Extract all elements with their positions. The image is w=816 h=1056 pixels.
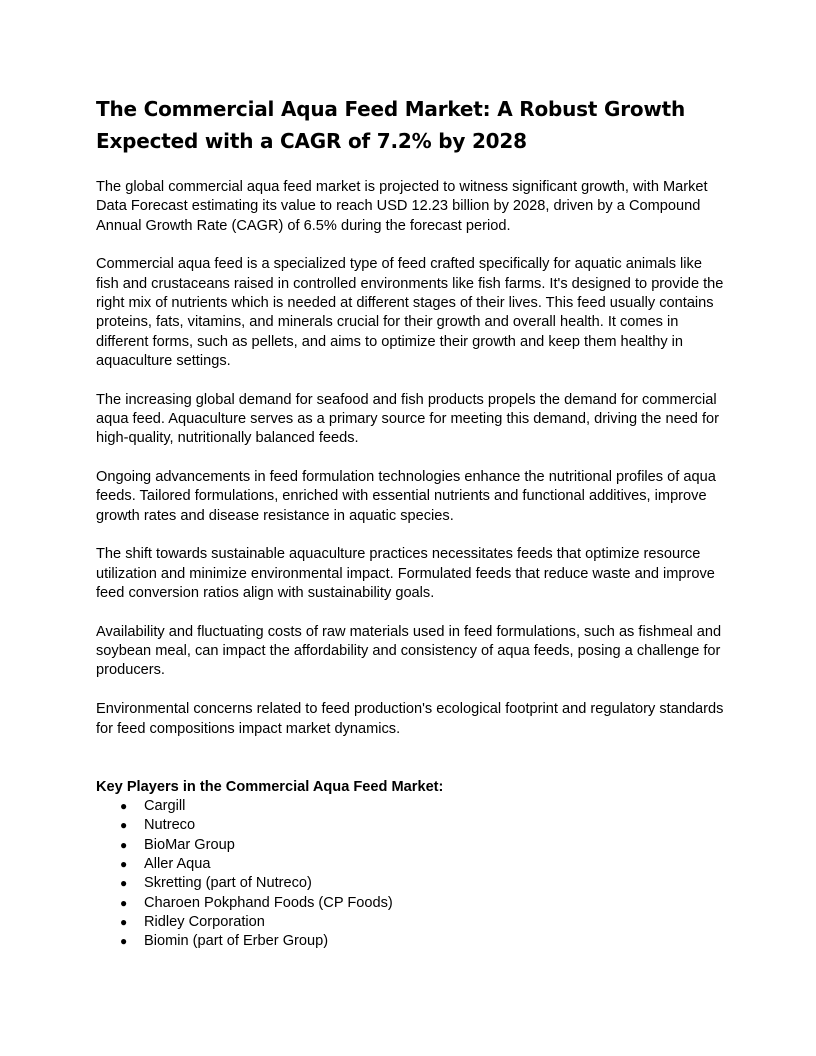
bullet-icon: ● bbox=[120, 934, 128, 949]
paragraph-sustainability: The shift towards sustainable aquaculture practices necessitates feeds that optimize resource utilization and minimize environmental impact. Formulated feeds that reduce waste and improve feed conversion ratios align with sustainability goals. bbox=[96, 546, 715, 602]
paragraph-raw-materials: Availability and fluctuating costs of raw materials used in feed formulations, such as fishmeal and soybean meal, can impact the affordability and consistency of aqua feeds, posing a challenge for producers. bbox=[96, 623, 722, 679]
paragraph-demand: The increasing global demand for seafood and fish products propels the demand for commercial aqua feed. Aquaculture serves as a primary source for meeting this demand, driving the need for high-quality, nutritionally balanced feeds. bbox=[96, 391, 720, 447]
document-page bbox=[96, 93, 726, 952]
list-item-label: Skretting (part of Nutreco) bbox=[144, 875, 312, 892]
bullet-icon: ● bbox=[120, 857, 128, 872]
key-players-list bbox=[96, 797, 726, 951]
paragraph-environmental: Environmental concerns related to feed production's ecological footprint and regulatory standards for feed compositions impact market dynamics. bbox=[96, 701, 724, 737]
paragraph-definition: Commercial aqua feed is a specialized type of feed crafted specifically for aquatic animals like fish and crustaceans raised in controlled environments like fish farms. It's designed to provide the right mix of nutrients which is needed at different stages of their lives. This feed usually contains proteins, fats, vitamins, and minerals crucial for their growth and overall health. It comes in different forms, such as pellets, and aims to optimize their growth and keep them healthy in aquaculture settings. bbox=[96, 256, 724, 369]
list-item bbox=[96, 874, 726, 893]
list-item-label: Charoen Pokphand Foods (CP Foods) bbox=[144, 894, 393, 911]
bullet-icon: ● bbox=[120, 837, 128, 852]
paragraph-market-projection: The global commercial aqua feed market is projected to witness significant growth, with Market Data Forecast estimating its value to reach USD 12.23 billion by 2028, driven by a Compound Annual Growth Rate (CAGR) of 6.5% during the forecast period. bbox=[96, 179, 708, 234]
list-item-label: Cargill bbox=[144, 798, 186, 815]
list-item bbox=[96, 932, 726, 951]
document-title: The Commercial Aqua Feed Market: A Robust Growth Expected with a CAGR of 7.2% by 2028 bbox=[96, 97, 686, 153]
bullet-icon: ● bbox=[120, 818, 128, 833]
bullet-icon: ● bbox=[120, 799, 128, 814]
key-players-heading: Key Players in the Commercial Aqua Feed Market: bbox=[96, 778, 444, 795]
bullet-icon: ● bbox=[120, 876, 128, 891]
bullet-icon: ● bbox=[120, 895, 128, 910]
list-item bbox=[96, 855, 726, 874]
list-item bbox=[96, 797, 726, 816]
list-item bbox=[96, 816, 726, 835]
list-item bbox=[96, 913, 726, 932]
paragraph-advancements: Ongoing advancements in feed formulation technologies enhance the nutritional profiles of aqua feeds. Tailored formulations, enriched with essential nutrients and functional additives, improve growth rates and disease resistance in aquatic species. bbox=[96, 469, 716, 524]
list-item-label: Biomin (part of Erber Group) bbox=[144, 933, 329, 950]
list-item bbox=[96, 836, 726, 855]
list-item-label: Aller Aqua bbox=[144, 856, 211, 873]
list-item-label: BioMar Group bbox=[144, 836, 235, 853]
bullet-icon: ● bbox=[120, 914, 128, 929]
list-item-label: Ridley Corporation bbox=[144, 913, 265, 930]
list-item bbox=[96, 894, 726, 913]
list-item-label: Nutreco bbox=[144, 817, 196, 834]
